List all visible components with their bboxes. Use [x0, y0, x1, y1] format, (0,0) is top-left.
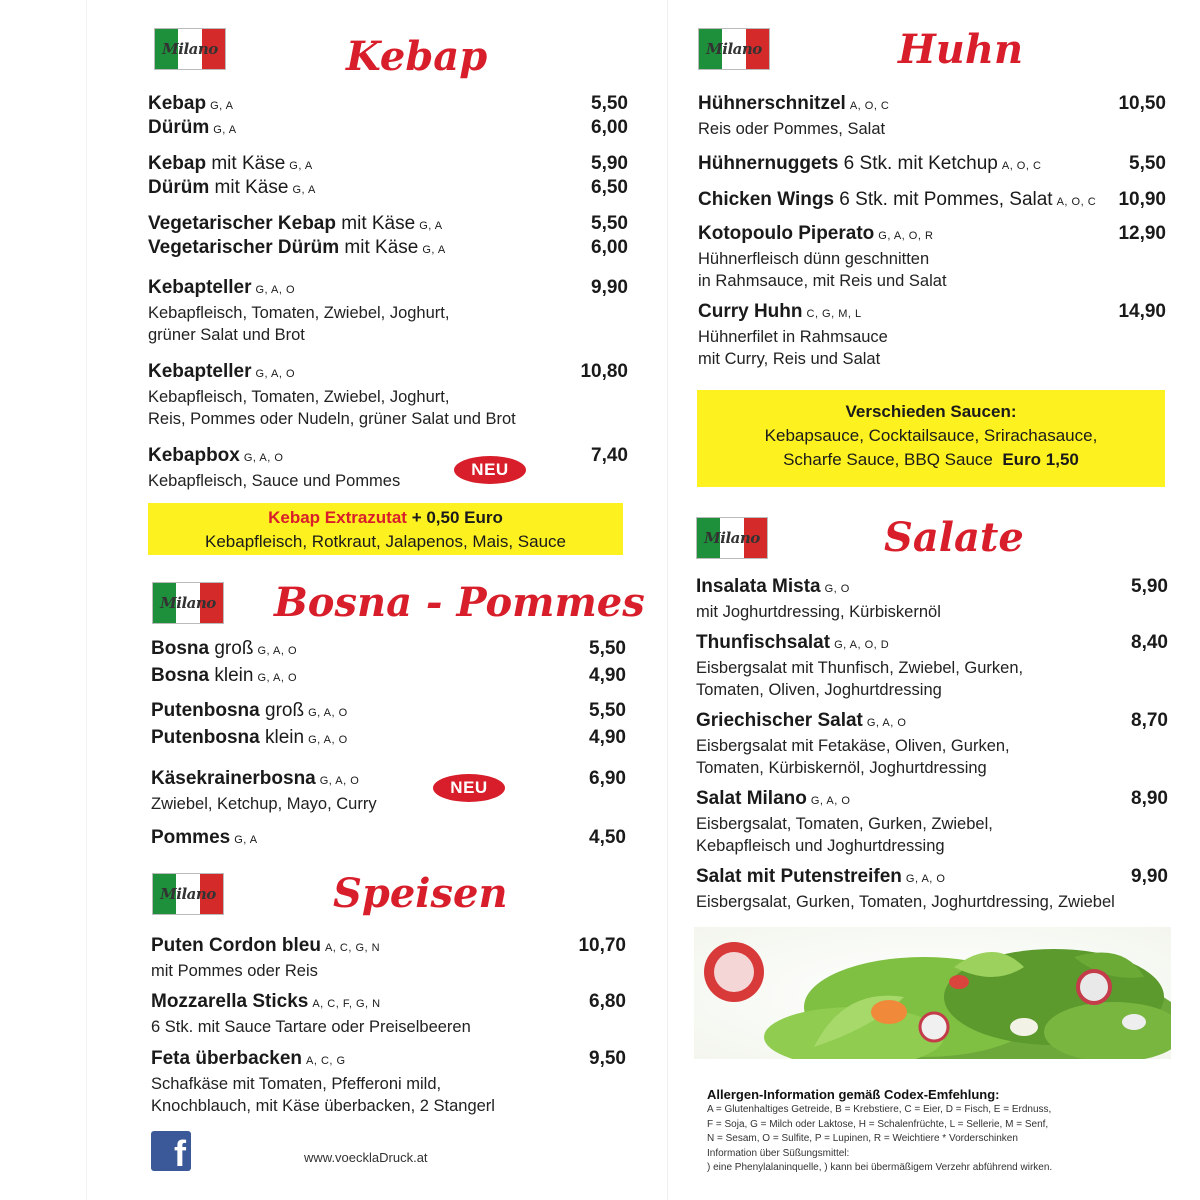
item-description: Eisbergsalat mit Thunfisch, Zwiebel, Gurken,	[696, 659, 1024, 677]
item-description: Tomaten, Kürbiskernöl, Joghurtdressing	[696, 759, 987, 777]
item-description: grüner Salat und Brot	[148, 326, 305, 344]
item-description: Reis, Pommes oder Nudeln, grüner Salat und Brot	[148, 410, 516, 428]
milano-logo: Milano	[698, 28, 770, 70]
allergen-line: A = Glutenhaltiges Getreide, B = Krebstiere, C = Eier, D = Fisch, E = Erdnuss,	[707, 1104, 1052, 1115]
allergen-line: Information über Süßungsmittel:	[707, 1147, 850, 1159]
item-description: Hühnerfleisch dünn geschnitten	[698, 250, 930, 268]
menu-item: Putenbosna klein G, A, O 4,90	[151, 727, 626, 748]
item-description: Eisbergsalat, Gurken, Tomaten, Joghurtdressing, Zwiebel	[696, 893, 1115, 911]
milano-logo: Milano	[154, 28, 226, 70]
page-fold	[667, 0, 668, 1200]
page-edge	[86, 0, 87, 1200]
menu-item: Chicken Wings 6 Stk. mit Pommes, Salat A, O, C 10,90	[698, 189, 1166, 210]
menu-item: Dürüm G, A 6,00	[148, 117, 628, 138]
item-description: Eisbergsalat mit Fetakäse, Oliven, Gurken,	[696, 737, 1010, 755]
item-description: mit Joghurtdressing, Kürbiskernöl	[696, 603, 941, 621]
item-description: in Rahmsauce, mit Reis und Salat	[698, 272, 947, 290]
item-description: Schafkäse mit Tomaten, Pfefferoni mild,	[151, 1075, 442, 1093]
item-description: Kebapfleisch und Joghurtdressing	[696, 837, 945, 855]
menu-item: Käsekrainerbosna G, A, O 6,90 Zwiebel, Ketchup, Mayo, Curry	[151, 768, 626, 813]
item-description: Tomaten, Oliven, Joghurtdressing	[696, 681, 942, 699]
item-description: Eisbergsalat, Tomaten, Gurken, Zwiebel,	[696, 815, 993, 833]
salad-photo	[694, 927, 1171, 1059]
menu-item: Kotopoulo Piperato G, A, O, R 12,90 Hühnerfleisch dünn geschnitten in Rahmsauce, mit Reis und Salat	[698, 223, 1166, 290]
item-description: Kebapfleisch, Tomaten, Zwiebel, Joghurt,	[148, 304, 450, 322]
menu-item: Dürüm mit Käse G, A 6,50	[148, 177, 628, 198]
milano-logo: Milano	[152, 582, 224, 624]
item-description: mit Curry, Reis und Salat	[698, 350, 881, 368]
item-description: 6 Stk. mit Sauce Tartare oder Preiselbeeren	[151, 1018, 471, 1036]
section-title-huhn: Huhn	[898, 26, 1024, 73]
section-title-bosna-pommes: Bosna - Pommes	[274, 579, 645, 626]
menu-item: Kebap G, A 5,50	[148, 93, 628, 114]
allergen-information	[707, 1087, 1167, 1176]
menu-item: Curry Huhn C, G, M, L 14,90 Hühnerfilet in Rahmsauce mit Curry, Reis und Salat	[698, 301, 1166, 368]
milano-logo: Milano	[152, 873, 224, 915]
milano-logo: Milano	[696, 517, 768, 559]
menu-item: Kebapteller G, A, O 9,90 Kebapfleisch, Tomaten, Zwiebel, Joghurt, grüner Salat und Brot	[148, 277, 628, 344]
menu-item: Kebap mit Käse G, A 5,90	[148, 153, 628, 174]
item-description: Knochblauch, mit Käse überbacken, 2 Stangerl	[151, 1097, 495, 1115]
menu-item: Feta überbacken A, C, G 9,50 Schafkäse mit Tomaten, Pfefferoni mild, Knochblauch, mit Käse überbacken, 2 Stangerl	[151, 1048, 626, 1115]
allergen-line: N = Sesam, O = Sulfite, P = Lupinen, R = Weichtiere * Vorderschinken	[707, 1133, 1018, 1144]
menu-item: Vegetarischer Dürüm mit Käse G, A 6,00	[148, 237, 628, 258]
printer-url: www.voecklaDruck.at	[304, 1150, 428, 1165]
new-badge: NEU	[454, 456, 526, 484]
menu-item: Griechischer Salat G, A, O 8,70 Eisbergsalat mit Fetakäse, Oliven, Gurken, Tomaten, Kürbiskernöl, Joghurtdressing	[696, 710, 1168, 777]
new-badge: NEU	[433, 774, 505, 802]
item-description: Kebapfleisch, Tomaten, Zwiebel, Joghurt,	[148, 388, 450, 406]
section-title-speisen: Speisen	[333, 870, 508, 917]
item-description: mit Pommes oder Reis	[151, 962, 318, 980]
menu-item: Vegetarischer Kebap mit Käse G, A 5,50	[148, 213, 628, 234]
menu-item: Hühnerschnitzel A, O, C 10,50 Reis oder Pommes, Salat	[698, 93, 1166, 138]
menu-item: Mozzarella Sticks A, C, F, G, N 6,80 6 Stk. mit Sauce Tartare oder Preiselbeeren	[151, 991, 626, 1036]
menu-item: Salat mit Putenstreifen G, A, O 9,90 Eisbergsalat, Gurken, Tomaten, Joghurtdressing, Zwiebel	[696, 866, 1168, 911]
item-description: Zwiebel, Ketchup, Mayo, Curry	[151, 795, 377, 813]
facebook-icon[interactable]: f	[151, 1131, 191, 1171]
allergen-line: F = Soja, G = Milch oder Laktose, H = Schalenfrüchte, L = Sellerie, M = Senf,	[707, 1118, 1049, 1130]
section-title-kebap: Kebap	[346, 33, 488, 80]
menu-item: Kebapbox G, A, O 7,40 Kebapfleisch, Sauce und Pommes	[148, 445, 628, 490]
menu-item: Putenbosna groß G, A, O 5,50	[151, 700, 626, 721]
menu-item: Pommes G, A 4,50	[151, 827, 626, 848]
sauces-box: Verschieden Saucen: Kebapsauce, Cocktailsauce, Srirachasauce, Scharfe Sauce, BBQ Sauce Euro 1,50	[697, 390, 1165, 487]
menu-item: Puten Cordon bleu A, C, G, N 10,70 mit Pommes oder Reis	[151, 935, 626, 980]
menu-item: Insalata Mista G, O 5,90 mit Joghurtdressing, Kürbiskernöl	[696, 576, 1168, 621]
item-description: Reis oder Pommes, Salat	[698, 120, 886, 138]
item-description: Hühnerfilet in Rahmsauce	[698, 328, 888, 346]
menu-item: Salat Milano G, A, O 8,90 Eisbergsalat, Tomaten, Gurken, Zwiebel, Kebapfleisch und Joghurtdressing	[696, 788, 1168, 855]
menu-item: Kebapteller G, A, O 10,80 Kebapfleisch, Tomaten, Zwiebel, Joghurt, Reis, Pommes oder Nudeln, grüner Salat und Brot	[148, 361, 628, 428]
extra-topping-box: Kebap Extrazutat + 0,50 Euro Kebapfleisch, Rotkraut, Jalapenos, Mais, Sauce	[148, 503, 623, 555]
item-description: Kebapfleisch, Sauce und Pommes	[148, 472, 401, 490]
allergen-title: Allergen-Information gemäß Codex-Emfehlung:	[707, 1087, 1000, 1102]
section-title-salate: Salate	[884, 514, 1024, 561]
menu-item: Bosna klein G, A, O 4,90	[151, 665, 626, 686]
allergen-line: ) eine Phenylalaninquelle, ) kann bei übermäßigem Verzehr abführend wirken.	[707, 1162, 1053, 1173]
menu-item: Hühnernuggets 6 Stk. mit Ketchup A, O, C 5,50	[698, 153, 1166, 174]
menu-item: Bosna groß G, A, O 5,50	[151, 638, 626, 659]
menu-item: Thunfischsalat G, A, O, D 8,40 Eisbergsalat mit Thunfisch, Zwiebel, Gurken, Tomaten, Oliven, Joghurtdressing	[696, 632, 1168, 699]
